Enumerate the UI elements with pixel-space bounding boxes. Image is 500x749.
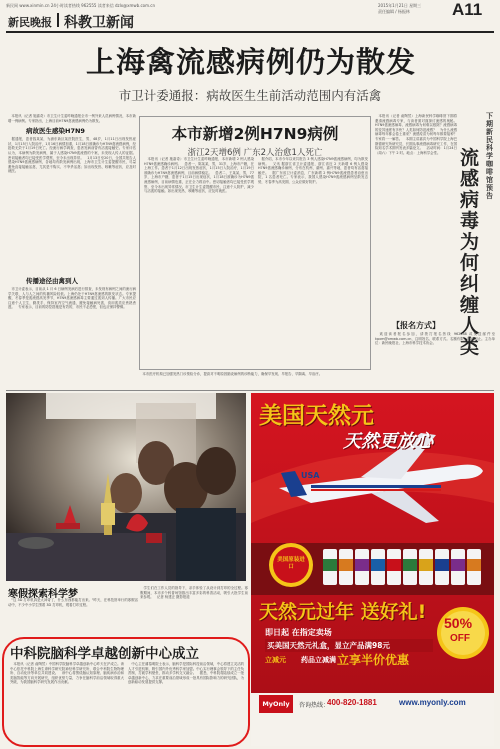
news-photo bbox=[6, 393, 246, 581]
body-text: 本报讯（记者 俞陶然）中国科学院脑科学卓越创新中心昨天在沪成立。该中心依托中科院上海生命科学研究院神经科学研究所，联合中科院生物物理所、自动化所等单位共同建设。 该中心将围绕脑认知原理、脑疾病诊治和类脑智能等方向开展研究，组织优势力量，力争在脑科学前沿领域取得重大突破，为我国脑科学研究发展作出贡献。 bbox=[10, 662, 124, 685]
photo-caption bbox=[8, 598, 138, 634]
page-number: A11 bbox=[452, 0, 483, 19]
photo-illustration bbox=[6, 393, 246, 581]
ad-badge-pct: 50% bbox=[444, 615, 473, 631]
ad-logo: MyOnly bbox=[259, 695, 293, 713]
lead-body-col-1 bbox=[8, 114, 136, 274]
body-text: 本报讯（记者 施嘉奇）市卫生计生委昨晚通报，本市新增 2 例人感染H7N9禽流感确诊病例。 患者一，陈某某，男，31岁，上海市户籍，在上海工作。患者于1月12日出现发热症状，1月15日入院治疗，1月19日被确诊为H7N9禽流感病例，目前病情稳定。 患者二，王某某，男，77岁，上海市户籍，患者于1月15日出现症状，1月18日被确诊为H7N9禽流感病例，目前病情危重，正在全力救治中。密切接触者均已接受医学观察，至今未出现异常情况。市卫生计生委提醒市民，注意个人防护，减少与活禽的接触。如出现发热、咳嗽等症状，应及时就医。 bbox=[144, 157, 254, 194]
ad-seal: 美国原装进口 bbox=[277, 557, 305, 570]
side-tag: 下期新民科学咖啡馆预告 bbox=[486, 112, 493, 200]
body-text: 据通报，患者钱某某，为浦东新区某医院医生，男，48岁，1月11日出现发热症状，1月15日入院治疗，1月16日病情加重，1月18日被确诊为H7N9禽流感病例，经抢救无效于1月19日死亡。经流行病学调查，患者发病前曾有活禽接触史。专家评估认为，本病例为散发病例，属于人感染H7N9禽流感的个案，未发现人传人的证据。密切接触者均已接受医学观察，至今未出现异常。 1月13日至20日，全国共报告人感染H7N9禽流感病例，各地均有散发病例出现，上海市卫生计生委提醒市民，尽量避免直接接触活禽，尤其是不购买、不宰杀活禽；如出现发热、咳嗽等症状，应及时就医。 bbox=[8, 137, 136, 174]
signup-label: 【报名方式】 bbox=[392, 321, 440, 330]
ad-hotline: 400-820-1881 bbox=[327, 698, 377, 707]
masthead-editor: 责任编辑 / 杨振林 bbox=[378, 9, 410, 14]
body-text: 市卫计委表示，目前从 1 月 6 日病例发病后进行排查，未发现有病例之间的流行病学关联，人与人之间的传播风险较低。上海仍处于H7N9禽流感的散发状态。专家提醒，冬春季是禽流感高发季节，H7N9禽流感病毒主要通过禽到人传播。广大市民应注意个人卫生，勤洗手，保持室内空气流通，避免接触病死禽，食用禽类应煮熟煮透。 专家表示，目前的防控措施是有效的，市民不必恐慌，但也应保持警惕。 bbox=[8, 287, 136, 310]
paper-name: 新民晚报 bbox=[8, 16, 52, 29]
box-col-1 bbox=[144, 157, 254, 367]
lead-subhead: 市卫计委通报：病故医生生前活动范围内有活禽 bbox=[118, 88, 382, 103]
box-subhead: 浙江2天增6例 广东2人治愈1人死亡 bbox=[187, 148, 323, 158]
lead-body-col-1b bbox=[8, 276, 136, 386]
ad-promo-line-3: 立减元 bbox=[265, 656, 286, 664]
ad-promo-line-1: 即日起 在指定卖场 bbox=[265, 628, 332, 637]
ad-plane-tag: USA bbox=[301, 471, 320, 480]
masthead-divider bbox=[57, 13, 59, 27]
body-text: 本市医疗机构已加强发热门诊预检分诊，提高对不明原因肺炎病例的诊断能力，确保早发现、早报告、早隔离、早治疗。 bbox=[139, 372, 323, 376]
body-text: 学生们在工作人员的指导下，亲手体验了从设计到打印的全过程。寒假期间，本市多个科普场馆推出丰富多彩的科普活动，吸引大批学生前来参观。 记者 杨建正 摄影报道 bbox=[140, 586, 248, 600]
section-title: 科教卫新闻 bbox=[64, 15, 134, 31]
ad-badge-off: OFF bbox=[450, 633, 470, 644]
body-text: "这 3D 打印机真是太神奇了，什么东西都能打出来。"昨天，在科技馆举行的寒假活动中，不少中小学生围着 3D 打印机，观看打印过程。 bbox=[8, 598, 138, 607]
masthead-rule bbox=[6, 31, 494, 33]
box-story bbox=[139, 116, 371, 370]
body-text: 本报讯（记者 施嘉奇）市卫生计生委昨晚通报全市一例外来人员病例情况，本市新增一例病例。专家指出，上海目前H7N9禽流感病例仍为散发。 bbox=[8, 114, 136, 123]
side-headline: 流感病毒为何纠缠人类 bbox=[460, 147, 480, 358]
lead-headline: 上海禽流感病例仍为散发 bbox=[85, 45, 416, 79]
bottom-body-col-2 bbox=[128, 662, 244, 742]
ad-promo-line-2: 买美国天然元礼盒，显立产品满98元 bbox=[265, 639, 433, 652]
ad-slogan: 天然更放心 bbox=[343, 431, 433, 452]
masthead-info: 新民网 www.xinmin.cn 24小时读者热线 962555 读者来信 dzlx@xmwb.com.cn bbox=[6, 3, 156, 8]
ad-brand: 美国天然元 bbox=[259, 402, 374, 429]
section-rule bbox=[6, 390, 494, 391]
ad-website: www.myonly.com bbox=[399, 698, 466, 707]
bottom-body-col-1 bbox=[10, 662, 124, 742]
crosshead-1: 病故医生感染H7N9 bbox=[26, 127, 85, 136]
photo-headline: 寒假探索科学梦 bbox=[8, 589, 78, 600]
ad-promo: 天然元过年 送好礼! bbox=[259, 601, 427, 623]
body-text: 据介绍，本市今年以来共报告 3 例人感染H7N9禽流感病例，均为散发病例。 又讯 据浙江省卫计委通报，浙江省近 2 天新增 6 例人感染H7N9禽流感确诊病例，分布在杭州、湖州、嘉兴等地，患者均有活禽接触史。 据广东省卫计委消息，广东新增 2 例H7N9禽流感患者治愈出院，1 名患者死亡。专家表示，我国人感染H7N9禽流感病例呈散发态势，冬春季为高发期，公众应做好防护。 bbox=[258, 157, 368, 184]
body-text: 中心主任蒲慕明院士表示，脑科学是国际科技前沿领域，中心将建立灵活的人才引进机制，吸引国内外优秀科学家加盟。中心实行理事会领导下的主任负责制，打破学科壁垒，推动多学科交叉融合。 据悉，中科院将陆续成立一批卓越创新中心，力求在重要前沿领域形成一批具有国际影响力的研究团队，为创新驱动发展提供支撑。 bbox=[128, 662, 244, 685]
body-text: 欢迎读者报名参加，请拨打报名热线 962288 或发送邮件至 kpxm@xmwb.com.cn，注明姓名、联系方式。名额有限，报满即止。主办单位：新民晚报社、上海市科学技术协会。 bbox=[375, 332, 495, 346]
body-text: 本报讯（记者 俞陶然）上海新民科学咖啡馆下期将邀请流感病毒专家，与读者面对面探讨流感的奥秘。H7N9禽流感病毒、流感病毒为何难以根除？流感病毒的变异速度有多快？人类如何防范流感？ 为什么流感病毒每年都会卷土重来？流感疫苗为何每年都要接种？专家将一一解答。 本期主讲嘉宾为中国科学院上海巴斯德研究所研究员，长期从事流感病毒研究工作，在国际知名学术期刊发表多篇论文。 活动时间：1月24日（周六）下午 2 时。地点：上海科学会堂。 bbox=[375, 114, 457, 155]
box-headline: 本市新增2例H7N9病例 bbox=[171, 125, 339, 143]
ad-promo-line-4: 药品立减满 bbox=[301, 656, 336, 664]
bottom-headline: 中科院脑科学卓越创新中心成立 bbox=[10, 646, 199, 662]
mid-body-band bbox=[139, 372, 371, 386]
box-col-2 bbox=[258, 157, 368, 367]
ad-promo-line-5: 立享半价优惠 bbox=[337, 653, 410, 667]
signup-text bbox=[375, 332, 495, 384]
ad-block bbox=[251, 393, 494, 746]
masthead-date: 2015年1月21日 星期三 bbox=[378, 3, 422, 8]
ad-hotline-label: 咨询热线： bbox=[299, 702, 330, 709]
photo-body bbox=[140, 586, 248, 634]
crosshead-2: 传播途径由禽到人 bbox=[26, 277, 78, 285]
